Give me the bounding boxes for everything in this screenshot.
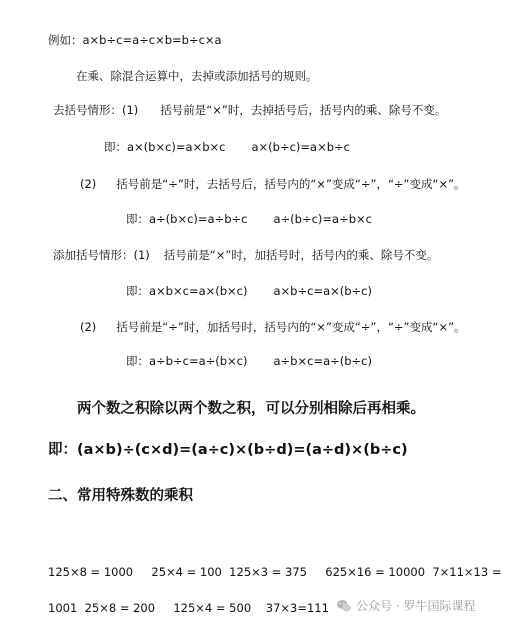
formula: a÷(b÷c)=a÷b×c — [273, 212, 372, 226]
remove-brackets-case-2 — [80, 177, 466, 191]
case-label: 添加括号情形：(1) — [53, 248, 150, 262]
special-products-line-1: 125×8 = 1000 25×4 = 100 125×3 = 375 625×16 = 10000 7×11×13 = — [48, 565, 502, 579]
formula: 即：a÷b÷c=a÷(b×c) — [126, 354, 248, 368]
watermark-text: 公众号 · 罗牛国际课程 — [356, 599, 476, 613]
case-text: 括号前是“÷”时，加括号时，括号内的“×”变成“÷”，“÷”变成“×”。 — [116, 320, 466, 334]
formula: a×b÷c=a×(b÷c) — [273, 284, 372, 298]
wechat-icon — [336, 598, 352, 614]
add-brackets-case-1 — [53, 248, 438, 262]
case-label: (2) — [80, 177, 97, 191]
add-brackets-case-2 — [80, 320, 466, 334]
remove-brackets-case-1 — [53, 103, 446, 117]
case-text: 括号前是“×”时，去掉括号后，括号内的乘、除号不变。 — [160, 103, 447, 117]
add-brackets-example-1 — [126, 284, 372, 298]
remove-brackets-example-2 — [126, 212, 372, 226]
special-products-line-2: 1001 25×8 = 200 125×4 = 500 37×3=111 — [48, 601, 329, 615]
section-heading: 二、常用特殊数的乘积 — [48, 488, 193, 504]
formula: 即：a÷(b×c)=a÷b÷c — [126, 212, 248, 226]
rule-intro: 在乘、除混合运算中，去掉或添加括号的规则。 — [76, 69, 318, 83]
product-quotient-rule: 两个数之积除以两个数之积，可以分别相除后再相乘。 — [77, 401, 425, 417]
add-brackets-example-2 — [126, 354, 372, 368]
case-text: 括号前是“×”时，加括号时，括号内的乘、除号不变。 — [163, 248, 439, 262]
formula: a÷b×c=a÷(b÷c) — [273, 354, 372, 368]
account-watermark — [336, 597, 475, 614]
case-label: (2) — [80, 320, 97, 334]
formula: 即：a×b×c=a×(b×c) — [126, 284, 248, 298]
remove-brackets-example-1 — [104, 140, 350, 154]
formula: a×(b÷c)=a×b÷c — [251, 140, 350, 154]
case-text: 括号前是“÷”时，去括号后，括号内的“×”变成“÷”，“÷”变成“×”。 — [116, 177, 466, 191]
formula: 即：a×(b×c)=a×b×c — [104, 140, 226, 154]
case-label: 去括号情形：(1) — [53, 103, 139, 117]
example-line: 例如：a×b÷c=a÷c×b=b÷c×a — [48, 33, 222, 47]
product-quotient-formula: 即：(a×b)÷(c×d)=(a÷c)×(b÷d)=(a÷d)×(b÷c) — [48, 442, 408, 458]
